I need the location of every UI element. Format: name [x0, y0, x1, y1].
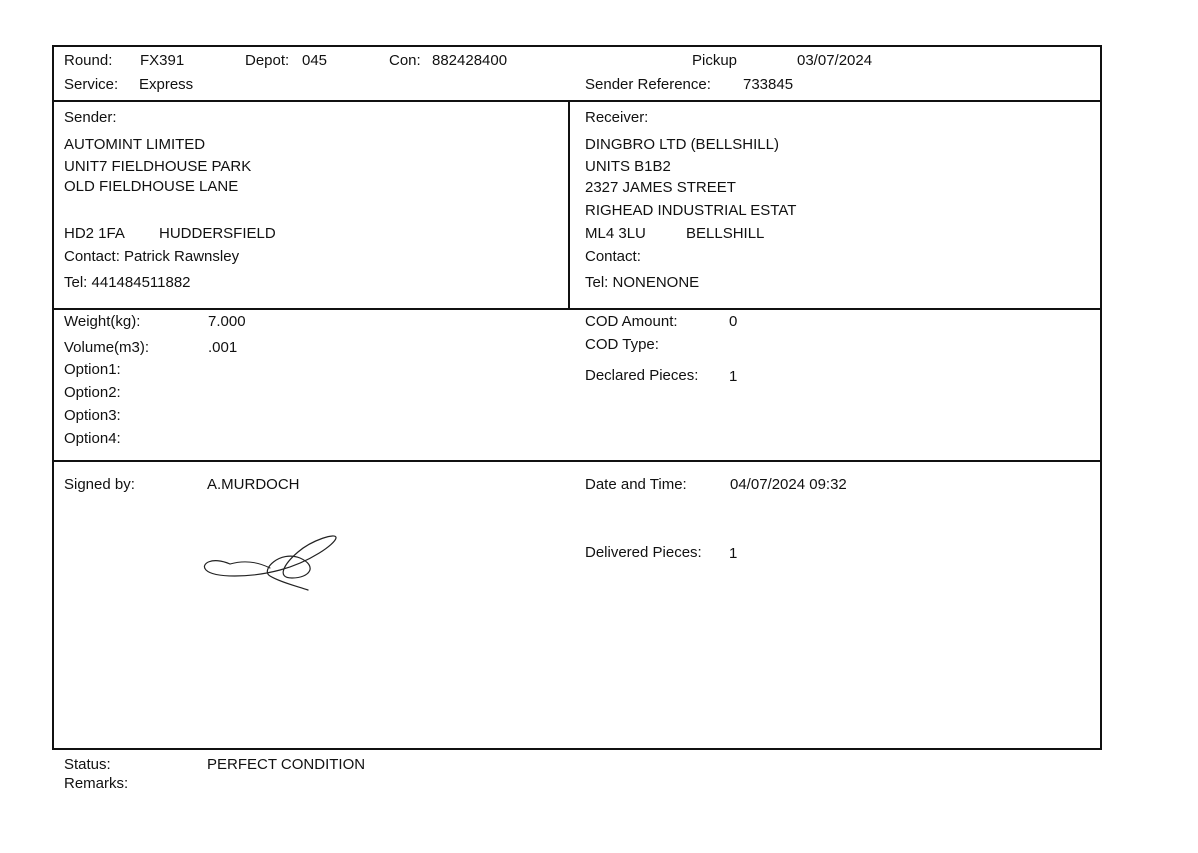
con-label: Con: — [389, 52, 421, 69]
pickup-label: Pickup — [692, 52, 738, 69]
receiver-postcode: ML4 3LU — [585, 225, 646, 242]
date-time-value: 04/07/2024 09:32 — [730, 476, 847, 493]
declared-pieces-value: 1 — [729, 368, 738, 385]
signed-by-value: A.MURDOCH — [207, 476, 300, 493]
pickup-date: 03/07/2024 — [797, 52, 873, 69]
sender-line1: AUTOMINT LIMITED — [64, 136, 206, 153]
sender-reference-value: 733845 — [743, 76, 794, 93]
header-divider — [52, 100, 1102, 102]
sender-tel: Tel: 441484511882 — [64, 274, 191, 291]
receiver-line3: 2327 JAMES STREET — [585, 179, 736, 196]
cod-amount-value: 0 — [729, 313, 738, 330]
receiver-tel: Tel: NONENONE — [585, 274, 700, 291]
cod-amount-label: COD Amount: — [585, 313, 678, 330]
delivered-pieces-value: 1 — [729, 545, 738, 562]
declared-pieces-label: Declared Pieces: — [585, 367, 699, 384]
volume-label: Volume(m3): — [64, 339, 150, 356]
volume-value: .001 — [208, 339, 238, 356]
depot-value: 045 — [302, 52, 328, 69]
sender-title: Sender: — [64, 109, 117, 126]
remarks-label: Remarks: — [64, 775, 129, 792]
depot-label: Depot: — [245, 52, 290, 69]
round-value: FX391 — [140, 52, 185, 69]
address-column-divider — [568, 101, 570, 309]
status-label: Status: — [64, 756, 111, 773]
weight-value: 7.000 — [208, 313, 246, 330]
sender-contact: Contact: Patrick Rawnsley — [64, 248, 240, 265]
receiver-contact: Contact: — [585, 248, 641, 265]
delivered-pieces-label: Delivered Pieces: — [585, 544, 702, 561]
receiver-title: Receiver: — [585, 109, 649, 126]
option1-label: Option1: — [64, 361, 121, 378]
sender-postcode: HD2 1FA — [64, 225, 125, 242]
sender-reference-label: Sender Reference: — [585, 76, 711, 93]
receiver-line4: RIGHEAD INDUSTRIAL ESTAT — [585, 202, 797, 219]
cod-type-label: COD Type: — [585, 336, 659, 353]
signed-by-label: Signed by: — [64, 476, 135, 493]
option2-label: Option2: — [64, 384, 121, 401]
receiver-line1: DINGBRO LTD (BELLSHILL) — [585, 136, 779, 153]
option4-label: Option4: — [64, 430, 121, 447]
sender-line3: OLD FIELDHOUSE LANE — [64, 178, 239, 195]
delivery-form-frame — [52, 45, 1102, 750]
date-time-label: Date and Time: — [585, 476, 687, 493]
status-value: PERFECT CONDITION — [207, 756, 366, 773]
sender-city: HUDDERSFIELD — [159, 225, 276, 242]
round-label: Round: — [64, 52, 113, 69]
option3-label: Option3: — [64, 407, 121, 424]
details-divider — [52, 460, 1102, 462]
service-label: Service: — [64, 76, 119, 93]
signature-image — [200, 534, 345, 594]
receiver-line2: UNITS B1B2 — [585, 158, 671, 175]
weight-label: Weight(kg): — [64, 313, 141, 330]
receiver-city: BELLSHILL — [686, 225, 765, 242]
address-divider — [52, 308, 1102, 310]
con-value: 882428400 — [432, 52, 508, 69]
service-value: Express — [139, 76, 194, 93]
sender-line2: UNIT7 FIELDHOUSE PARK — [64, 158, 252, 175]
